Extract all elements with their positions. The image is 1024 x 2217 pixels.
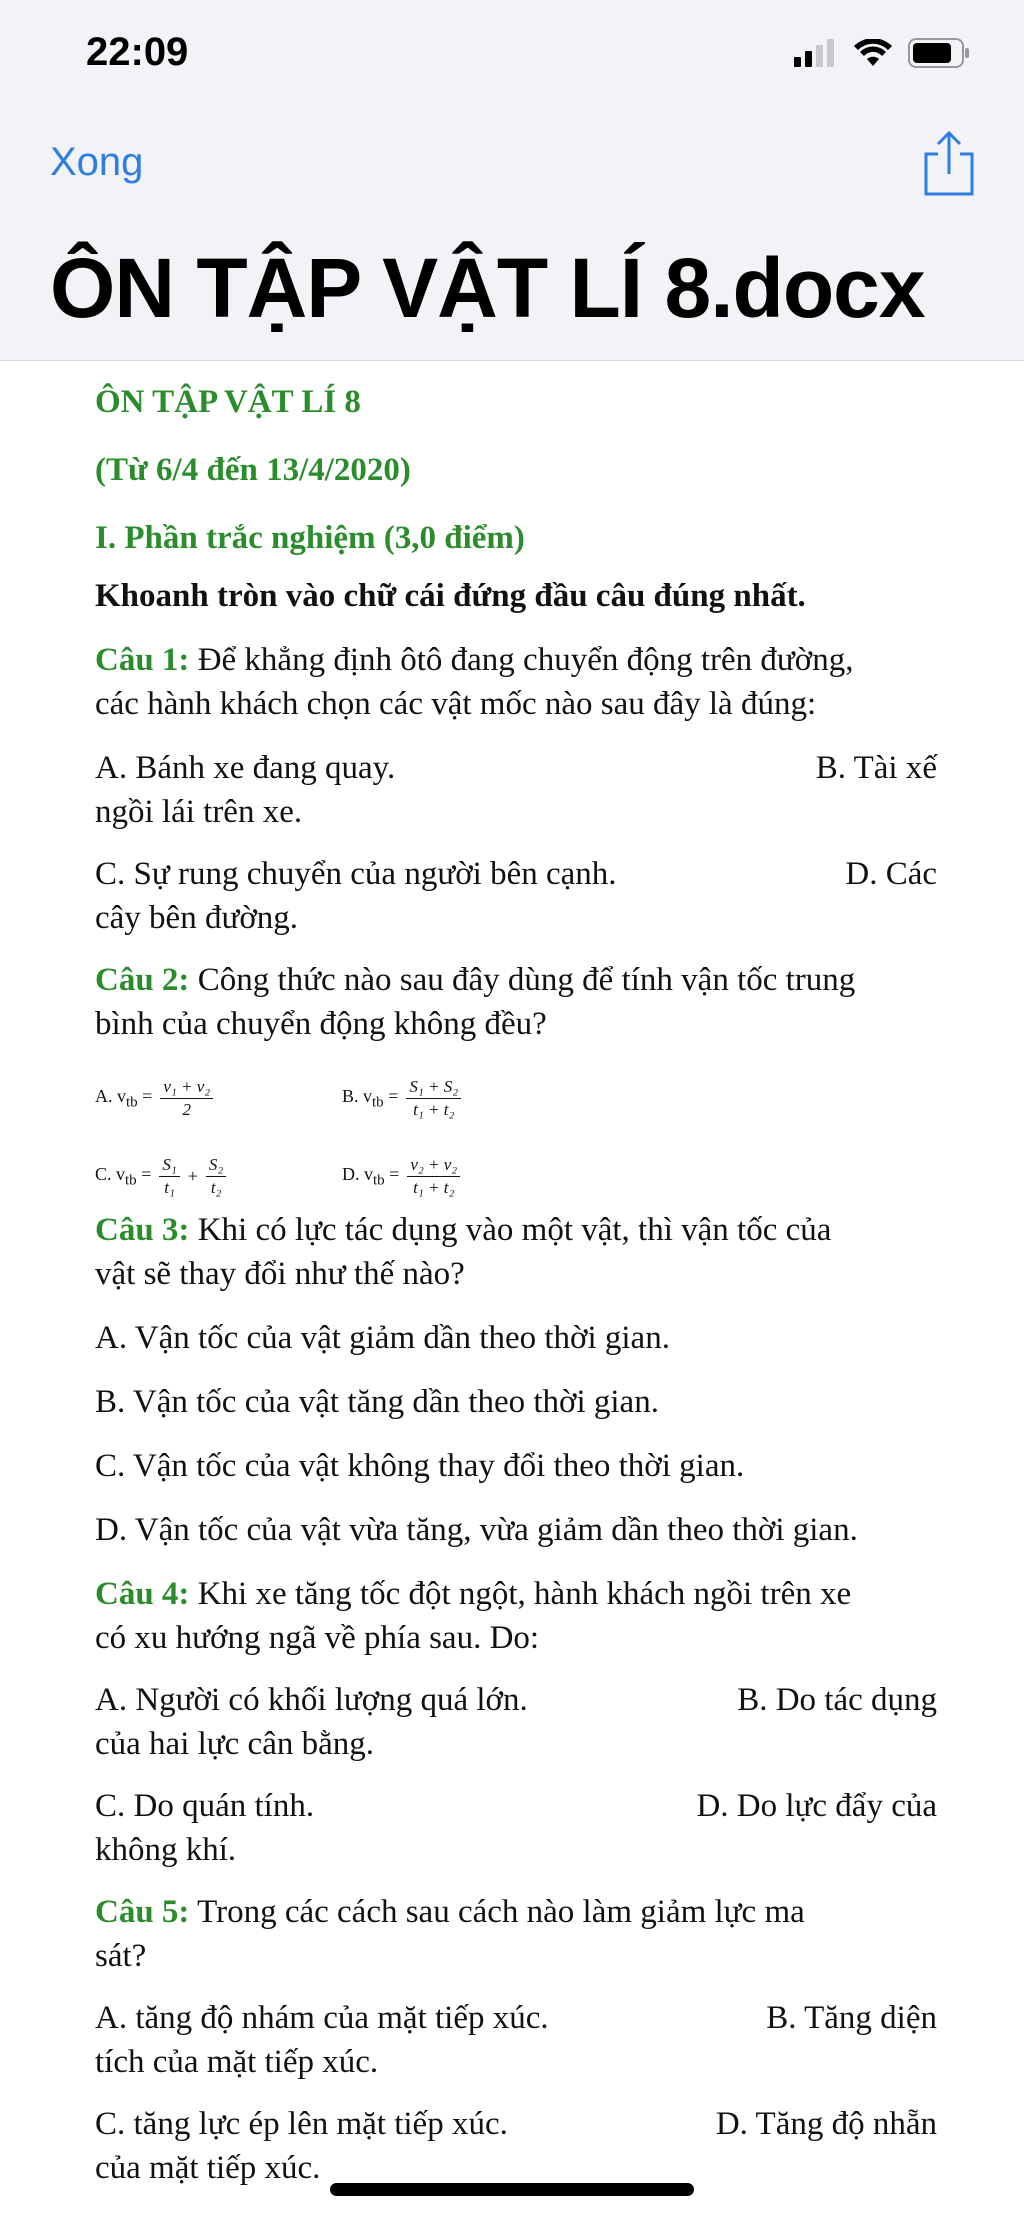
q1-text-line2: các hành khách chọn các vật mốc nào sau đây là đúng: <box>95 686 817 722</box>
question-2 <box>95 958 937 1046</box>
q5-option-d: D. Tăng độ nhẵn <box>715 2106 937 2142</box>
question-1 <box>95 638 937 726</box>
q5-option-d-cont: của mặt tiếp xúc. <box>95 2150 321 2186</box>
q5-label: Câu 5: <box>95 1894 190 1930</box>
q1-option-b: B. Tài xế <box>815 750 937 786</box>
q5-options-ab <box>95 1996 937 2084</box>
q2-option-a: A. $v_{tb}$ = $\frac{\text{v₁ + v₂}}{2}$ <box>95 1076 213 1121</box>
doc-heading: ÔN TẬP VẬT LÍ 8 <box>95 384 361 420</box>
q5-options-cd <box>95 2102 937 2190</box>
q4-options-ab <box>95 1678 937 1766</box>
q4-options-cd <box>95 1784 937 1872</box>
q1-label: Câu 1: <box>95 642 190 678</box>
q2-text-line1: Công thức nào sau đây dùng để tính vận tốc trung <box>189 962 856 998</box>
q4-option-c: C. Do quán tính. <box>95 1788 315 1824</box>
document-title: ÔN TẬP VẬT LÍ 8.docx <box>50 241 925 335</box>
q3-option-c: C. Vận tốc của vật không thay đổi theo thời gian. <box>95 1448 745 1484</box>
battery-icon <box>908 38 970 68</box>
question-5 <box>95 1890 937 1978</box>
instruction: Khoanh tròn vào chữ cái đứng đầu câu đúng nhất. <box>95 578 806 614</box>
document-view[interactable] <box>0 362 1024 2217</box>
q2-option-d: D. $v_{tb}$ = $\frac{\text{v₂ + v₂}}{\text{t₁ + t₂}}$ <box>342 1154 460 1199</box>
signal-icon <box>794 39 838 67</box>
q4-text-line2: có xu hướng ngã về phía sau. Do: <box>95 1620 540 1656</box>
q4-text-line1: Khi xe tăng tốc đột ngột, hành khách ngồi trên xe <box>189 1576 852 1612</box>
question-4 <box>95 1572 937 1660</box>
q4-option-d-cont: không khí. <box>95 1832 237 1868</box>
q1-options-ab <box>95 746 937 834</box>
q1-text-line1: Để khẳng định ôtô đang chuyển động trên đường, <box>189 642 854 678</box>
q1-option-d: D. Các <box>845 856 937 892</box>
q5-option-a: A. tăng độ nhám của mặt tiếp xúc. <box>95 2000 549 2036</box>
q5-text-line1: Trong các cách sau cách nào làm giảm lực ma <box>189 1894 805 1930</box>
q5-option-c: C. tăng lực ép lên mặt tiếp xúc. <box>95 2106 508 2142</box>
q2-text-line2: bình của chuyển động không đều? <box>95 1006 547 1042</box>
q4-option-b: B. Do tác dụng <box>737 1682 937 1718</box>
q1-option-d-cont: cây bên đường. <box>95 900 299 936</box>
home-indicator[interactable] <box>330 2183 694 2196</box>
section-heading: I. Phần trắc nghiệm (3,0 điểm) <box>95 520 525 556</box>
q3-option-b: B. Vận tốc của vật tăng dần theo thời gian. <box>95 1384 659 1420</box>
q1-option-a: A. Bánh xe đang quay. <box>95 750 396 786</box>
q4-label: Câu 4: <box>95 1576 190 1612</box>
q4-option-b-cont: của hai lực cân bằng. <box>95 1726 375 1762</box>
q4-option-a: A. Người có khối lượng quá lớn. <box>95 1682 528 1718</box>
q2-option-b: B. $v_{tb}$ = $\frac{\text{S₁ + S₂}}{\text{t₁ + t₂}}$ <box>342 1076 461 1121</box>
navigation-header <box>0 0 1024 361</box>
q3-text-line2: vật sẽ thay đổi như thế nào? <box>95 1256 465 1292</box>
q1-option-b-cont: ngồi lái trên xe. <box>95 794 303 830</box>
q5-option-b: B. Tăng diện <box>766 2000 937 2036</box>
status-icons <box>794 38 970 68</box>
q5-text-line2: sát? <box>95 1938 147 1974</box>
doc-date-range: (Từ 6/4 đến 13/4/2020) <box>95 452 411 488</box>
q3-option-a: A. Vận tốc của vật giảm dần theo thời gian. <box>95 1320 670 1356</box>
status-time: 22:09 <box>86 30 189 74</box>
question-3 <box>95 1208 937 1296</box>
q1-options-cd <box>95 852 937 940</box>
q3-option-d: D. Vận tốc của vật vừa tăng, vừa giảm dần theo thời gian. <box>95 1512 858 1548</box>
done-button[interactable]: Xong <box>50 140 144 184</box>
q5-option-b-cont: tích của mặt tiếp xúc. <box>95 2044 379 2080</box>
q4-option-d: D. Do lực đẩy của <box>696 1788 937 1824</box>
q3-label: Câu 3: <box>95 1212 190 1248</box>
q1-option-c: C. Sự rung chuyển của người bên cạnh. <box>95 856 617 892</box>
q3-text-line1: Khi có lực tác dụng vào một vật, thì vận tốc của <box>189 1212 832 1248</box>
wifi-icon <box>854 39 892 67</box>
q2-option-c: C. $v_{tb}$ = $\frac{\text{S₁}}{\text{t₁}}$ + $\frac{\text{S₂}}{\text{t₂}}$ <box>95 1154 226 1199</box>
q2-label: Câu 2: <box>95 962 190 998</box>
share-icon[interactable] <box>922 130 976 198</box>
